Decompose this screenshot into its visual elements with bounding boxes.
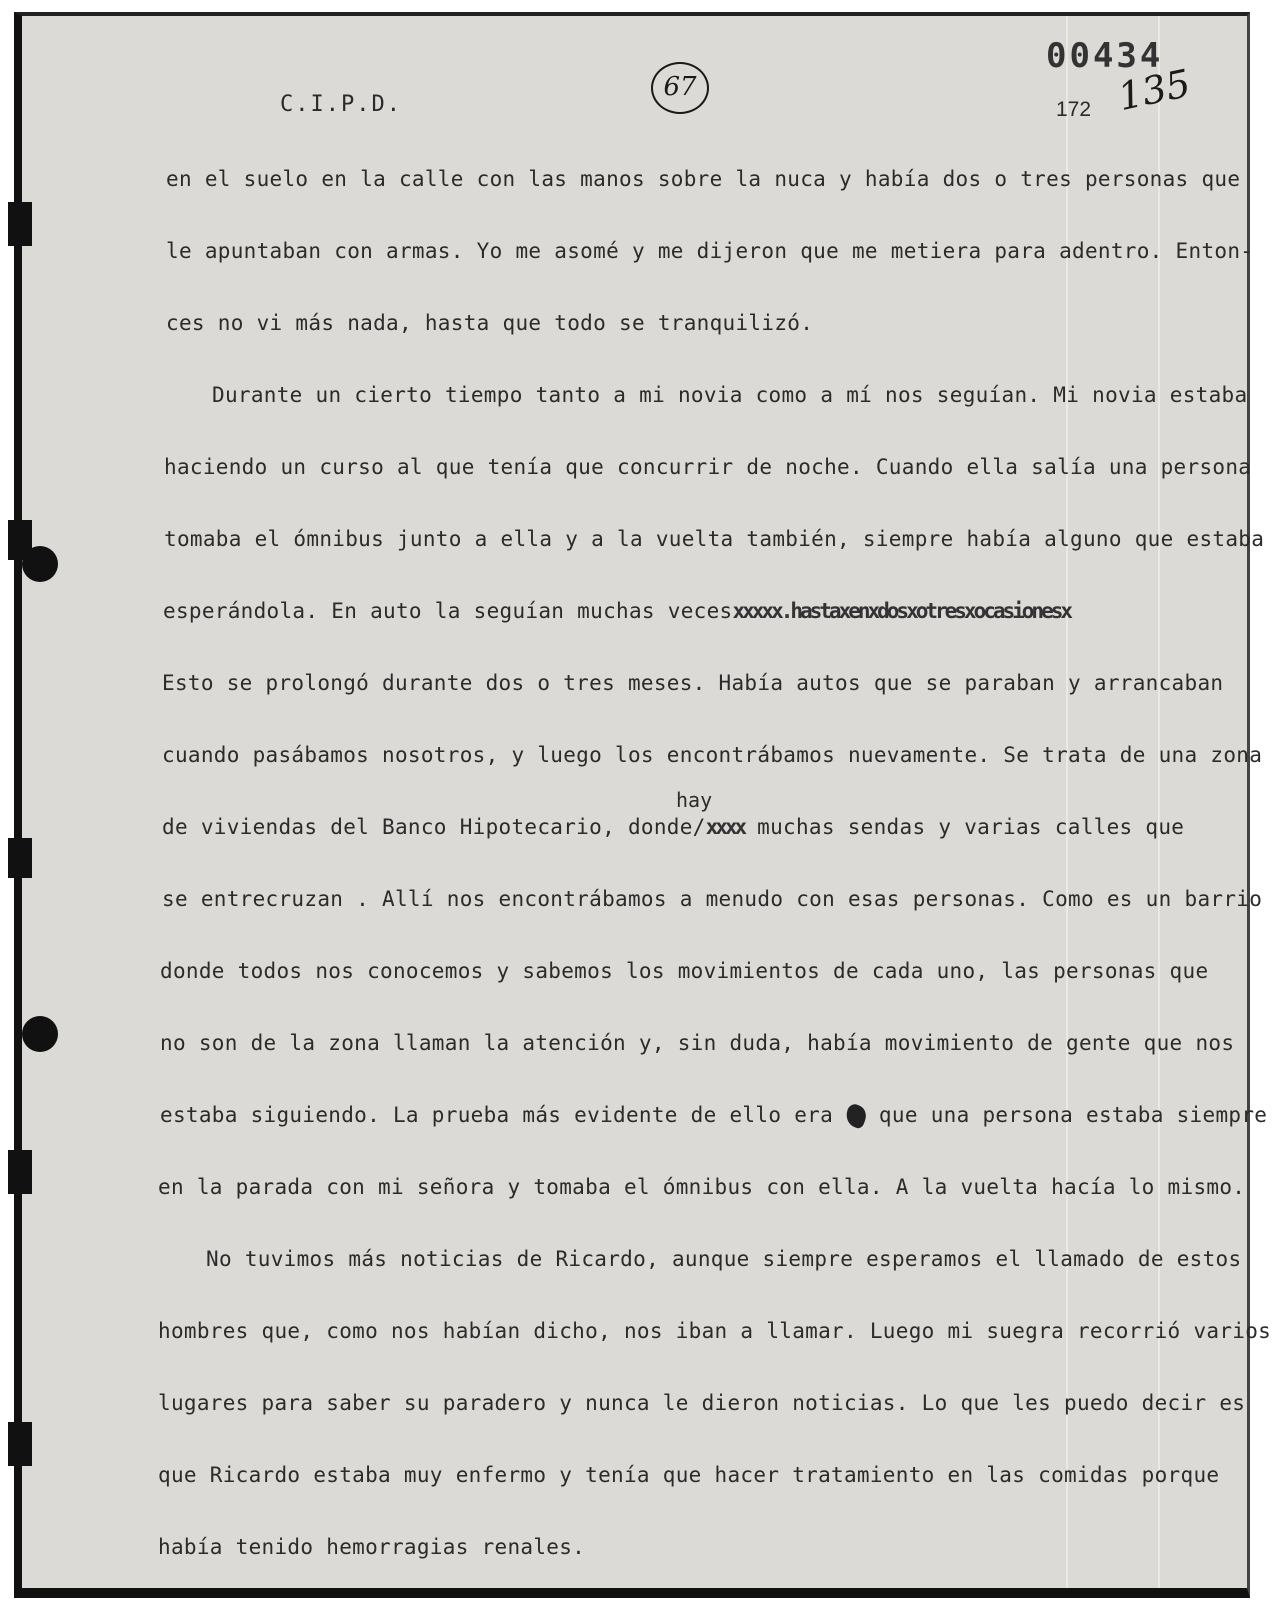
punch-hole bbox=[22, 1016, 58, 1052]
text-segment: estaba siguiendo. La prueba más evidente de ello era bbox=[160, 1103, 846, 1127]
text-line: tomaba el ómnibus junto a ella y a la vuelta también, siempre había alguno que estaba bbox=[164, 527, 1265, 551]
text-segment: muchas sendas y varias calles que bbox=[744, 815, 1185, 839]
text-segment: que una persona estaba siempre bbox=[865, 1103, 1268, 1127]
text-segment: de viviendas del Banco Hipotecario, donde/ bbox=[162, 815, 706, 839]
binding-mark bbox=[8, 202, 32, 246]
binding-mark bbox=[8, 838, 32, 878]
text-line: en la parada con mi señora y tomaba el ómnibus con ella. A la vuelta hacía lo mismo. bbox=[158, 1175, 1246, 1199]
text-line bbox=[163, 599, 1070, 623]
text-line: en el suelo en la calle con las manos sobre la nuca y había dos o tres personas que bbox=[166, 167, 1241, 191]
text-line: había tenido hemorragias renales. bbox=[158, 1535, 586, 1559]
circled-annotation: 67 bbox=[651, 62, 709, 114]
text-line: cuando pasábamos nosotros, y luego los encontrábamos nuevamente. Se trata de una zona bbox=[162, 743, 1263, 767]
text-line: le apuntaban con armas. Yo me asomé y me dijeron que me metiera para adentro. Enton- bbox=[166, 239, 1254, 263]
binding-mark bbox=[8, 1422, 32, 1466]
document-stamp-number: 00434 bbox=[1046, 36, 1164, 76]
text-line: ces no vi más nada, hasta que todo se tranquilizó. bbox=[166, 311, 814, 335]
org-header: C.I.P.D. bbox=[280, 92, 402, 117]
text-line bbox=[162, 815, 1184, 839]
handwritten-folio: 135 bbox=[1114, 60, 1195, 120]
binding-mark bbox=[8, 1150, 32, 1194]
text-line: haciendo un curso al que tenía que concurrir de noche. Cuando ella salía una persona bbox=[164, 455, 1252, 479]
text-line: No tuvimos más noticias de Ricardo, aunque siempre esperamos el llamado de estos bbox=[206, 1247, 1242, 1271]
text-line bbox=[160, 1103, 1267, 1127]
text-segment: esperándola. En auto la seguían muchas veces bbox=[163, 599, 733, 623]
punch-hole bbox=[22, 546, 58, 582]
text-line: que Ricardo estaba muy enfermo y tenía que hacer tratamiento en las comidas porque bbox=[158, 1463, 1220, 1487]
text-line: Esto se prolongó durante dos o tres meses. Había autos que se paraban y arrancaban bbox=[162, 671, 1224, 695]
text-line: donde todos nos conocemos y sabemos los movimientos de cada uno, las personas que bbox=[160, 959, 1209, 983]
interlinear-insertion: hay bbox=[676, 788, 713, 812]
page-number: 172 bbox=[1056, 98, 1092, 121]
struck-out-text: xxxx bbox=[705, 815, 745, 839]
text-line: se entrecruzan . Allí nos encontrábamos a menudo con esas personas. Como es un barrio bbox=[162, 887, 1263, 911]
text-line: Durante un cierto tiempo tanto a mi novia como a mí nos seguían. Mi novia estaba bbox=[212, 383, 1248, 407]
text-line: no son de la zona llaman la atención y, sin duda, había movimiento de gente que nos bbox=[160, 1031, 1235, 1055]
struck-out-text: xxxxx.hastaxenxdosxotresxocasionesx bbox=[732, 599, 1071, 623]
text-line: lugares para saber su paradero y nunca le dieron noticias. Lo que les puedo decir es bbox=[158, 1391, 1246, 1415]
text-line: hombres que, como nos habían dicho, nos iban a llamar. Luego mi suegra recorrió varios bbox=[158, 1319, 1272, 1343]
